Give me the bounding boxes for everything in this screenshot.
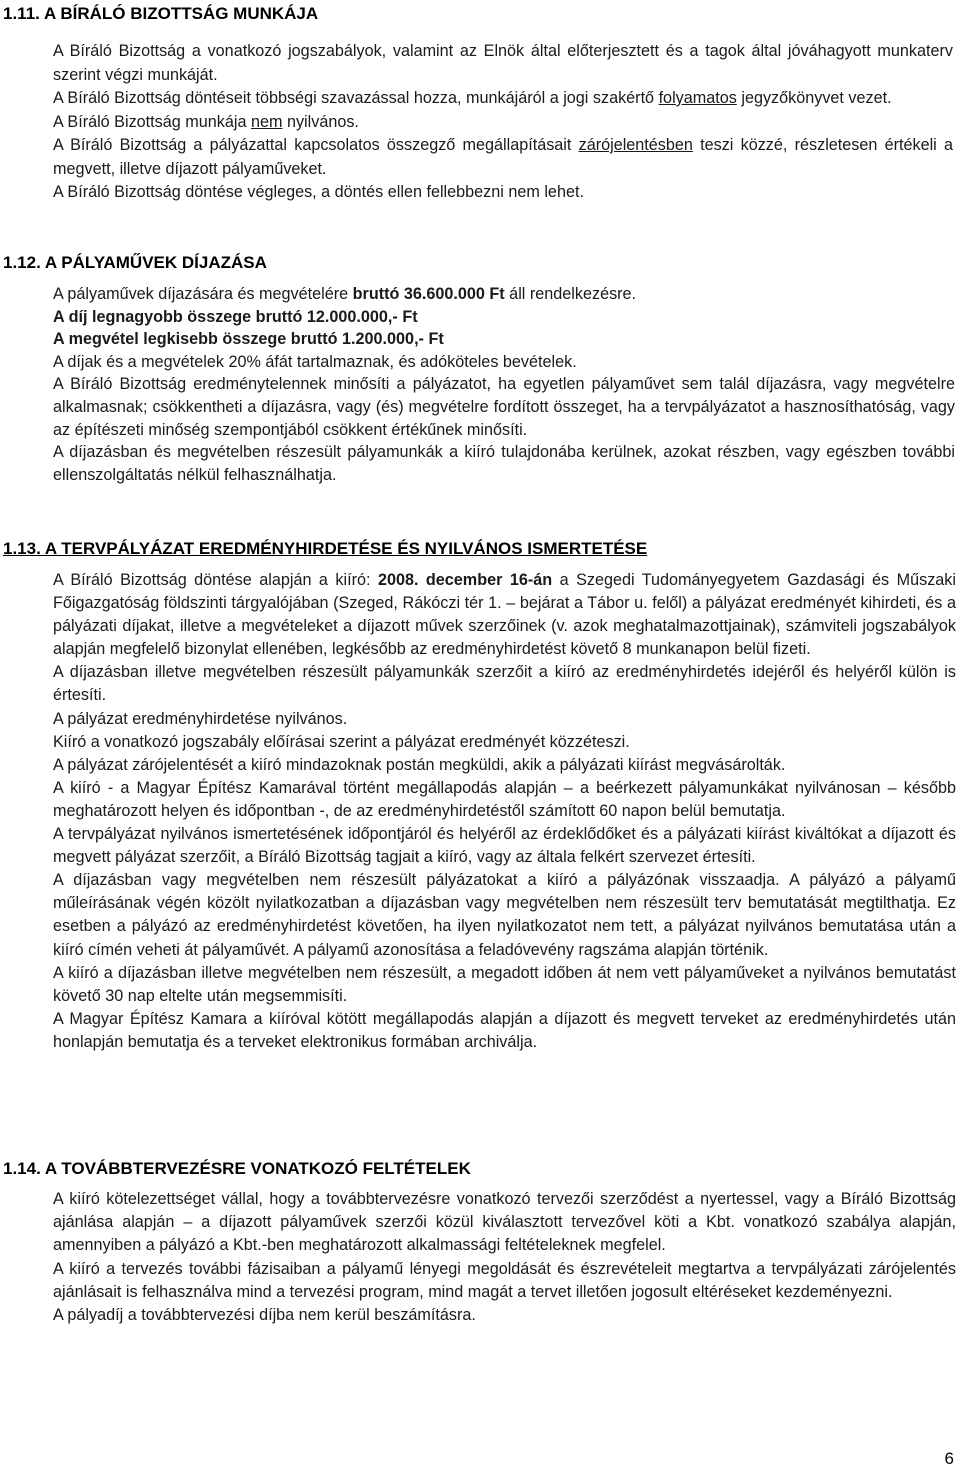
page-number: 6 [944, 1449, 954, 1468]
paragraph: A pályázat eredményhirdetése nyilvános. [53, 709, 348, 728]
section-heading: 1.13. A TERVPÁLYÁZAT EREDMÉNYHIRDETÉSE ÉS NYILVÁNOS ISMERTETÉSE [3, 539, 648, 558]
paragraph: A Bíráló Bizottság döntéseit többségi szavazással hozza, munkájáról a jogi szakértő folyamatos jegyzőkönyvet vezet. [53, 89, 892, 107]
paragraph: A díjazásban illetve megvételben részesült pályamunkák szerzőit a kiíró az eredményhirdetés idejéről és helyéről külön is értesíti. [53, 663, 956, 705]
paragraph: A megvétel legkisebb összege bruttó 1.200.000,- Ft [53, 330, 444, 349]
section-1-12 [3, 252, 953, 486]
section-body [53, 1188, 956, 1327]
paragraph: A Bíráló Bizottság a vonatkozó jogszabályok, valamint az Elnök által előterjesztett és a tagok által jóváhagyott munkaterv szerint végzi munkáját. [53, 42, 953, 84]
section-body [53, 569, 956, 1054]
paragraph: A pályázat zárójelentését a kiíró mindazoknak postán megküldi, akik a pályázati kiírást megvásárolták. [53, 755, 786, 774]
paragraph: A díjak és a megvételek 20% áfát tartalmaznak, és adóköteles bevételek. [53, 352, 577, 371]
paragraph: A díjazásban és megvételben részesült pályamunkák a kiíró tulajdonába kerülnek, azokat részben, vagy egészben további ellenszolgáltatás nélkül felhasználhatja. [53, 443, 955, 484]
paragraph: A tervpályázat nyilvános ismertetésének időpontjáról és helyéről az érdeklődőket és a pályázati kiírást kiváltókat a díjazott és megvett pályázat szerzőit, a Bíráló Bizottság tagjait a kiíró, vagy az általa felkért szervezet értesíti. [53, 825, 956, 867]
section-1-11 [3, 3, 953, 205]
paragraph: A pályaművek díjazására és megvételére bruttó 36.600.000 Ft áll rendelkezésre. [53, 285, 637, 303]
paragraph: A díj legnagyobb összege bruttó 12.000.000,- Ft [53, 307, 418, 326]
paragraph: A Bíráló Bizottság a pályázattal kapcsolatos összegző megállapításait zárójelentésben teszi közzé, részletesen értékeli a megvett, illetve díjazott pályaműveket. [53, 136, 953, 178]
paragraph: A Bíráló Bizottság eredménytelennek minősíti a pályázatot, ha egyetlen pályaművet sem talál díjazásra, vagy megvételre alkalmasnak; csökkentheti a díjazásra, vagy (és) megvételre fordított összeget, ha a tervpályázatot a hasznosíthatóság, vagy az építészeti minőség szempontjából csökkent értékűnek minősíti. [53, 375, 955, 439]
paragraph: Kiíró a vonatkozó jogszabály előírásai szerint a pályázat eredményét közzéteszi. [53, 732, 630, 751]
paragraph: A díjazásban vagy megvételben nem részesült pályázatokat a kiíró a pályázónak visszaadja. A pályázó a pályamű műleírásának végén közölt nyilatkozatban a díjazásban vagy megvételben nem részesült terv bemutatását megtilthatja. Ez esetben a pályázó az eredményhirdetést követően, ha ilyen nyilatkozatot nem tett, a pályázat nyilvános bemutatása után a kiíró címén veheti át pályaművét. A pályamű azonosítása a feladóvevény ragszáma alapján történik. [53, 871, 956, 959]
paragraph: A Bíráló Bizottság döntése végleges, a döntés ellen fellebbezni nem lehet. [53, 183, 584, 201]
paragraph: A pályadíj a továbbtervezési díjba nem kerül beszámításra. [53, 1306, 476, 1325]
paragraph: A kiíró kötelezettséget vállal, hogy a továbbtervezésre vonatkozó tervezői szerződést a nyertessel, vagy a Bíráló Bizottság ajánlása alapján – a díjazott pályaművek szerzői közül kiválasztott tervezővel köti a Kbt. vonatkozó szabálya alapján, amennyiben a pályázó a Kbt.-ben meghatározott alkalmassági feltételeknek megfelel. [53, 1190, 956, 1255]
section-body [53, 40, 953, 205]
paragraph: A kiíró a díjazásban illetve megvételben nem részesült, a megadott időben át nem vett pályaműveket a nyilvános bemutatást követő 30 nap eltelte után megsemmisíti. [53, 963, 956, 1005]
section-1-13 [3, 538, 956, 1054]
paragraph: A Bíráló Bizottság munkája nem nyilvános. [53, 112, 359, 131]
section-heading: 1.12. A PÁLYAMŰVEK DÍJAZÁSA [3, 253, 267, 272]
section-heading: 1.11. A BÍRÁLÓ BIZOTTSÁG MUNKÁJA [3, 4, 319, 23]
paragraph: A kiíró a tervezés további fázisaiban a pályamű lényegi megoldását és észrevételeit megtartva a tervpályázati zárójelentés ajánlásait is felhasználva mind a tervezési program, mind magát a tervet illetően jogosult eltéréseket kezdeményezni. [53, 1259, 956, 1301]
section-1-14 [3, 1158, 956, 1327]
paragraph: A Bíráló Bizottság döntése alapján a kiíró: 2008. december 16-án a Szegedi Tudományegyetem Gazdasági és Műszaki Főigazgatóság földszinti tárgyalójában (Szeged, Rákóczi tér 1. – bejárat a Tábor u. felől) a pályázat eredményét kihirdeti, és a pályázati díjakat, illetve a megvételeket a díjazott művek szerzőinek (v. azok meghatalmazottjainak), számviteli jogszabályok alapján megfelelő bizonylat ellenében, legkésőbb az eredményhirdetést követő 8 munkanapon belül fizeti. [53, 571, 956, 659]
paragraph: A Magyar Építész Kamara a kiíróval kötött megállapodás alapján a díjazott és megvett terveket az eredményhirdetés után honlapján bemutatja és a terveket elektronikus formában archiválja. [53, 1009, 956, 1051]
section-body [53, 283, 955, 486]
paragraph: A kiíró - a Magyar Építész Kamarával történt megállapodás alapján – a beérkezett pályamunkákat nyilvánosan – később meghatározott helyen és időpontban -, de az eredményhirdetéstől számított 60 napon belül bemutatja. [53, 778, 956, 820]
section-heading: 1.14. A TOVÁBBTERVEZÉSRE VONATKOZÓ FELTÉTELEK [3, 1159, 471, 1178]
